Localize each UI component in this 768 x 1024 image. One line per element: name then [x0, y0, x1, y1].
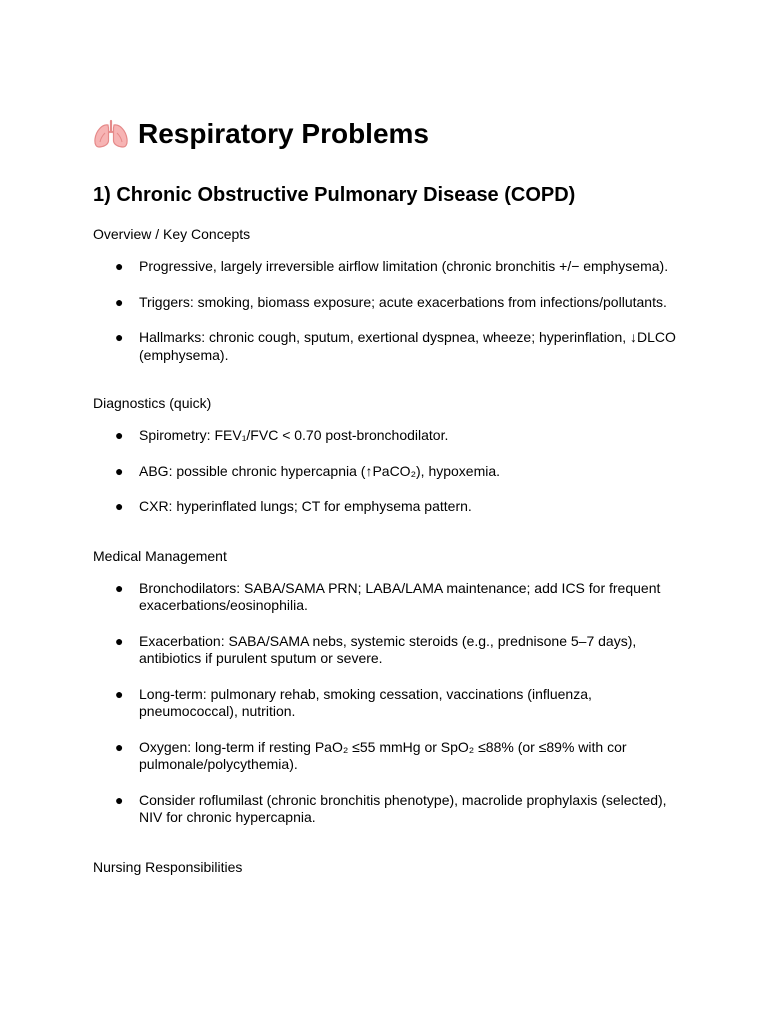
overview-list: [93, 258, 693, 364]
bullet-icon: ●: [115, 498, 124, 514]
list-item: [93, 498, 684, 516]
bullet-icon: ●: [115, 685, 124, 702]
list-item-text: Triggers: smoking, biomass exposure; acute exacerbations from infections/pollutants.: [139, 293, 667, 310]
title-row: [93, 114, 693, 154]
bullet-icon: ●: [115, 462, 124, 479]
bullet-icon: ●: [115, 329, 124, 345]
list-item: [93, 580, 684, 615]
overview-heading: Overview / Key Concepts: [93, 226, 251, 242]
list-item-text: Oxygen: long-term if resting PaO₂ ≤55 mmHg or SpO₂ ≤88% (or ≤89% with cor pulmonale/polycythemia).: [139, 738, 627, 772]
list-item: [93, 294, 684, 312]
list-item: [93, 427, 684, 445]
bullet-icon: ●: [115, 738, 124, 755]
list-item-text: ABG: possible chronic hypercapnia (↑PaCO₂), hypoxemia.: [139, 462, 501, 479]
bullet-icon: ●: [115, 293, 124, 310]
list-item-text: CXR: hyperinflated lungs; CT for emphysema pattern.: [139, 498, 472, 514]
bullet-icon: ●: [115, 791, 124, 808]
list-item-text: Consider roflumilast (chronic bronchitis phenotype), macrolide prophylaxis (selected), NIV for chronic hypercapnia.: [139, 791, 667, 825]
bullet-icon: ●: [115, 579, 124, 596]
list-item: [93, 686, 684, 721]
list-item-text: Progressive, largely irreversible airflow limitation (chronic bronchitis +/− emphysema).: [139, 258, 669, 274]
bullet-icon: ●: [115, 632, 124, 649]
list-item-text: Long-term: pulmonary rehab, smoking cessation, vaccinations (influenza, pneumococcal), nutrition.: [139, 685, 592, 719]
list-item: [93, 258, 684, 276]
lungs-icon: [93, 119, 129, 149]
list-item: [93, 739, 684, 774]
bullet-icon: ●: [115, 427, 124, 443]
list-item: [93, 633, 684, 668]
page-title: Respiratory Problems: [138, 118, 429, 149]
list-item: [93, 463, 684, 481]
management-list: [93, 580, 693, 827]
bullet-icon: ●: [115, 258, 124, 274]
list-item-text: Exacerbation: SABA/SAMA nebs, systemic steroids (e.g., prednisone 5–7 days), antibiotics if purulent sputum or severe.: [139, 632, 637, 666]
nursing-heading: Nursing Responsibilities: [93, 858, 243, 875]
management-heading: Medical Management: [93, 547, 227, 564]
document-page: [93, 114, 693, 876]
list-item-text: Spirometry: FEV₁/FVC < 0.70 post-bronchodilator.: [139, 427, 449, 443]
list-item-text: Bronchodilators: SABA/SAMA PRN; LABA/LAMA maintenance; add ICS for frequent exacerbations/eosinophilia.: [139, 579, 661, 613]
list-item: [93, 329, 684, 364]
list-item: [93, 792, 684, 827]
list-item-text: Hallmarks: chronic cough, sputum, exertional dyspnea, wheeze; hyperinflation, ↓DLCO (emphysema).: [139, 329, 676, 363]
diagnostics-heading: Diagnostics (quick): [93, 395, 212, 411]
section-heading: 1) Chronic Obstructive Pulmonary Disease (COPD): [93, 184, 576, 206]
diagnostics-list: [93, 427, 693, 516]
